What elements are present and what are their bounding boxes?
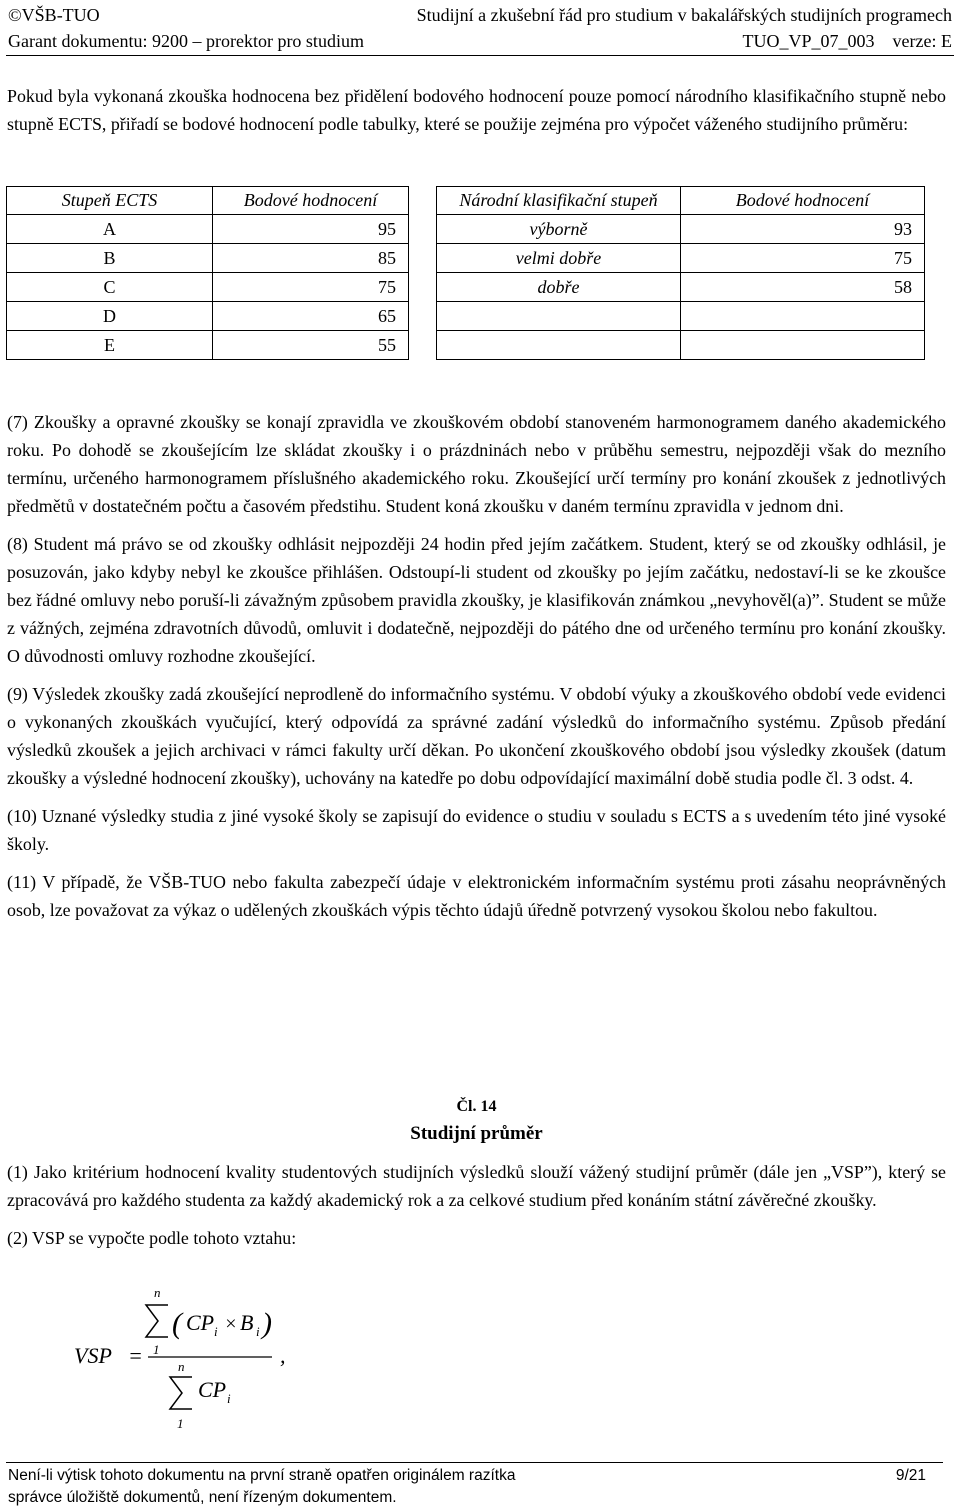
paragraph-7: (7) Zkoušky a opravné zkoušky se konají zpravidla ve zkouškovém období stanoveném harmonogramem daného akademického roku. Po dohodě se zkoušejícím lze skládat zkoušky i o prázdninách nebo v průběhu semestru, nejpozději však do mezního termínu, určeného harmonogramem příslušného akademického roku. Zkoušející určí termíny pro konání zkoušek z jednotlivých předmětů v dostatečném počtu a časovém předstihu. Student koná zkoušku v daném termínu zpravidla v jednom dni. [7,412,946,516]
body-text-top [7,82,946,138]
national-grade-cell [437,331,681,360]
article-paragraph-2: (2) VSP se vypočte podle tohoto vztahu: [7,1228,297,1248]
footer-line-2 [8,1487,926,1509]
sum-lower-limit: 1 [153,1342,160,1357]
national-grade-cell: dobře [437,273,681,302]
denominator-cp: CP [198,1377,227,1402]
header-version: verze: E [892,31,952,51]
grade-conversion-table [6,186,925,360]
ects-points-cell: 95 [213,215,409,244]
national-points-cell: 93 [681,215,925,244]
footer-note-2: správce úložiště dokumentů, není řízeným dokumentem. [8,1489,397,1506]
paragraph-11: (11) V případě, že VŠB-TUO nebo fakulta zabezpečí údaje v elektronickém informačním systému proti zásahu neoprávněných osob, lze považovat za výkaz o udělených zkouškách výpis těchto údajů úředně potvrzený vysokou školou nebo fakultou. [7,872,946,920]
header-doc-title: Studijní a zkušební řád pro studium v bakalářských studijních programech [416,5,952,25]
header-national-points: Bodové hodnocení [681,187,925,215]
article-number: Čl. 14 [456,1098,497,1115]
intro-paragraph: Pokud byla vykonaná zkouška hodnocena bez přidělení bodového hodnocení pouze pomocí národního klasifikačního stupně nebo stupně ECTS, přiřadí se bodové hodnocení podle tabulky, které se použije zejména pro výpočet váženého studijního průměru: [7,86,946,134]
header-code-version [743,29,952,53]
page-number: 9/21 [895,1467,926,1484]
table-header-row [7,187,925,215]
formula-equals: = [128,1343,143,1368]
national-grade-cell: velmi dobře [437,244,681,273]
denominator-lower-limit: 1 [177,1416,184,1431]
vsp-formula [74,1283,334,1433]
table-row [7,302,925,331]
formula-lhs: VSP [74,1343,112,1368]
svg-text:): ) [262,1307,272,1340]
ects-grade-cell: A [7,215,213,244]
denominator-upper-limit: n [178,1359,185,1374]
ects-points-cell: 55 [213,331,409,360]
ects-points-cell: 75 [213,273,409,302]
national-grade-cell [437,302,681,331]
header-guarantor: Garant dokumentu: 9200 – prorektor pro studium [8,31,364,51]
svg-text:i: i [256,1324,260,1339]
paragraph-10: (10) Uznané výsledky studia z jiné vysoké školy se zapisují do evidence o studiu v souladu s ECTS a s uvedením této jiné vysoké školy. [7,806,946,854]
sum-upper-limit: n [154,1285,161,1300]
denominator-sigma [170,1377,192,1409]
body-text-middle [7,408,946,924]
header-national-grade: Národní klasifikační stupeň [437,187,681,215]
article-title: Studijní průměr [410,1123,543,1144]
national-points-cell: 58 [681,273,925,302]
header-org: ©VŠB-TUO [8,5,100,25]
svg-text:(: ( [172,1307,182,1340]
national-points-cell [681,331,925,360]
svg-text:i: i [214,1324,218,1339]
national-grade-cell: výborně [437,215,681,244]
national-points-cell [681,302,925,331]
formula-comma: , [280,1343,286,1368]
ects-points-cell: 85 [213,244,409,273]
table-row [7,331,925,360]
svg-text:i: i [227,1391,231,1406]
footer-line-1 [8,1465,926,1487]
header-doc-code: TUO_VP_07_003 [742,31,875,51]
paragraph-8: (8) Student má právo se od zkoušky odhlásit nejpozději 24 hodin před jejím začátkem. Student, který se od zkoušky odhlásil, je posuzován, jako kdyby nebyl ke zkoušce přihlášen. Odstoupí-li student od zkoušky po jejím začátku, nedostaví-li se ke zkoušce bez řádné omluvy nebo poruší-li závažným způsobem pravidla zkoušky, je klasifikován známkou „nevyhověl(a)”. Student se může z vážných, zejména zdravotních důvodů, omluvit i dodatečně, nejpozději do pátého dne od určeného termínu pro konání zkoušky. O důvodnosti omluvy rozhodne zkoušející. [7,534,946,666]
ects-grade-cell: B [7,244,213,273]
paragraph-9: (9) Výsledek zkoušky zadá zkoušející neprodleně do informačního systému. V období výuky a zkouškového období vede evidenci o vykonaných zkouškách vyučující, který odpovídá za správné zadání výsledků do informačního systému. Způsob předání výsledků zkoušek a jejich archivaci v rámci fakulty určí děkan. Po ukončení zkouškového období jsou výsledky zkoušek (datum zkoušky a výsledné hodnocení zkoušky), uchovány na katedře po dobu odpovídající maximální době studia podle čl. 3 odst. 4. [7,684,946,788]
table-row [7,244,925,273]
numerator-sigma [146,1305,168,1337]
header-ects-grade: Stupeň ECTS [7,187,213,215]
times-sign: × [224,1313,238,1335]
header-divider [6,55,954,56]
ects-grade-cell: D [7,302,213,331]
ects-points-cell: 65 [213,302,409,331]
numerator-cp: CP [186,1310,215,1335]
header-ects-points: Bodové hodnocení [213,187,409,215]
footer-divider [6,1462,943,1463]
footer-note-1: Není-li výtisk tohoto dokumentu na první straně opatřen originálem razítka [8,1467,516,1484]
article-paragraph-1: (1) Jako kritérium hodnocení kvality studentových studijních výsledků slouží vážený studijní průměr (dále jen „VSP”), který se zpracovává pro každého studenta za každý akademický rok a za celkové studium před konáním státní závěrečné zkoušky. [7,1162,946,1210]
ects-grade-cell: C [7,273,213,302]
table-row [7,215,925,244]
article-14 [7,1094,946,1252]
national-points-cell: 75 [681,244,925,273]
ects-grade-cell: E [7,331,213,360]
numerator-b: B [240,1310,254,1335]
table-row [7,273,925,302]
